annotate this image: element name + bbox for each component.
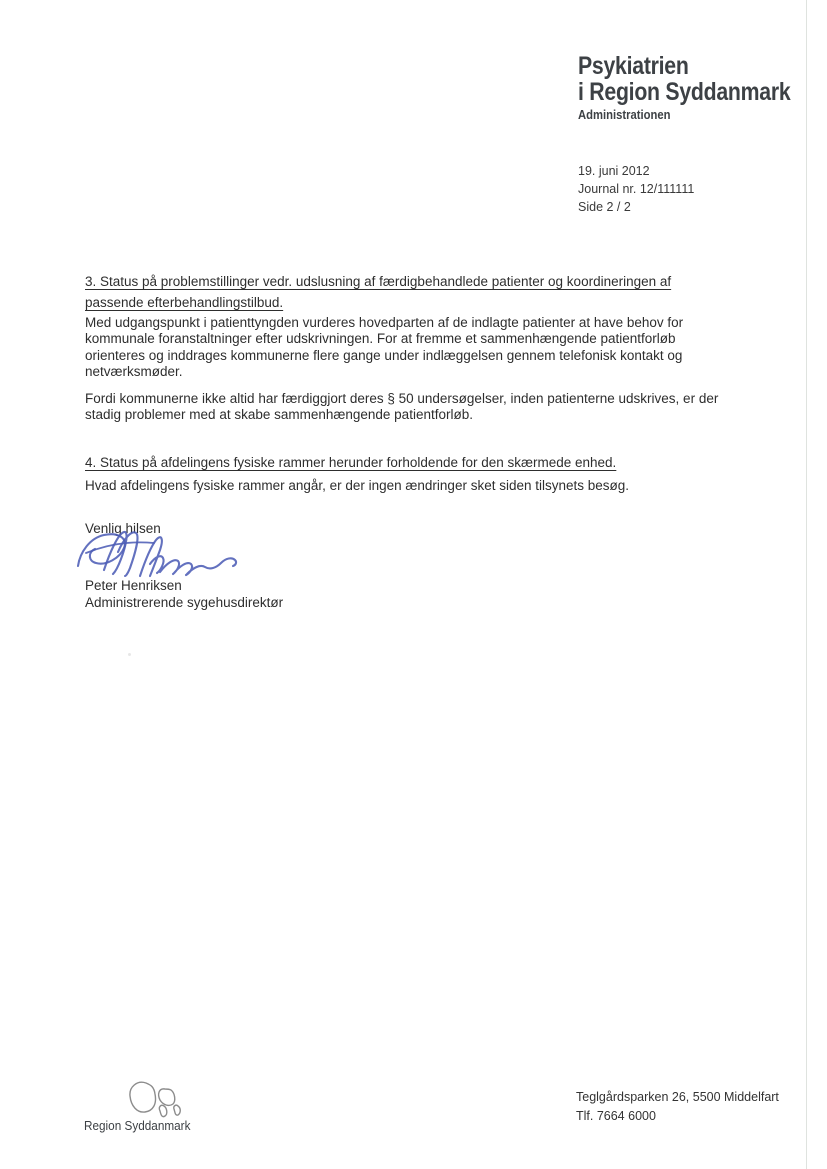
section-3-paragraph-1: Med udgangspunkt i patienttyngden vurderes hovedparten af de indlagte patienter at have behov for kommunale foranstaltninger efter udskrivningen. For at fremme et sammenhængende patientforløb orienteres og inddrages kommunerne flere gange under indlæggelsen gennem telefonisk kontakt og netværksmøder. [85,315,684,379]
footer-contact [576,1088,779,1126]
letterhead [578,53,827,122]
section-3-paragraph-2: Fordi kommunerne ikke altid har færdiggjort deres § 50 undersøgelser, inden patienterne udskrives, er der stadig problemer med at skabe sammenhængende patientforløb. [85,391,719,423]
section-4-heading: 4. Status på afdelingens fysiske rammer herunder forholdende for den skærmede enhed. [85,455,617,470]
section-3-heading: 3. Status på problemstillinger vedr. udslusning af færdigbehandlede patienter og koordineringen af passende efterbehandlingstilbud. [85,274,672,310]
journal-number: Journal nr. 12/111111 [578,182,695,196]
region-syddanmark-logo-icon [126,1080,188,1124]
letter-meta [578,162,694,216]
scan-artifact-speck [128,653,131,656]
letter-date: 19. juni 2012 [578,164,650,178]
org-name-line1: Psykiatrien [578,52,689,80]
signer-title: Administrerende sygehusdirektør [85,595,284,610]
footer-address-line: Teglgårdsparken 26, 5500 Middelfart [576,1090,779,1104]
footer-phone: Tlf. 7664 6000 [576,1109,656,1123]
scan-artifact-line [806,0,807,1169]
org-department: Administrationen [578,108,671,122]
signer-name: Peter Henriksen [85,578,182,593]
org-name-line2: i Region Syddanmark [578,78,791,106]
page-indicator: Side 2 / 2 [578,200,631,214]
section-4-paragraph-1: Hvad afdelingens fysiske rammer angår, er der ingen ændringer sket siden tilsynets besøg. [85,478,630,493]
handwritten-signature [74,526,242,586]
footer-region-name: Region Syddanmark [84,1119,191,1133]
salutation: Venlig hilsen [85,521,161,536]
